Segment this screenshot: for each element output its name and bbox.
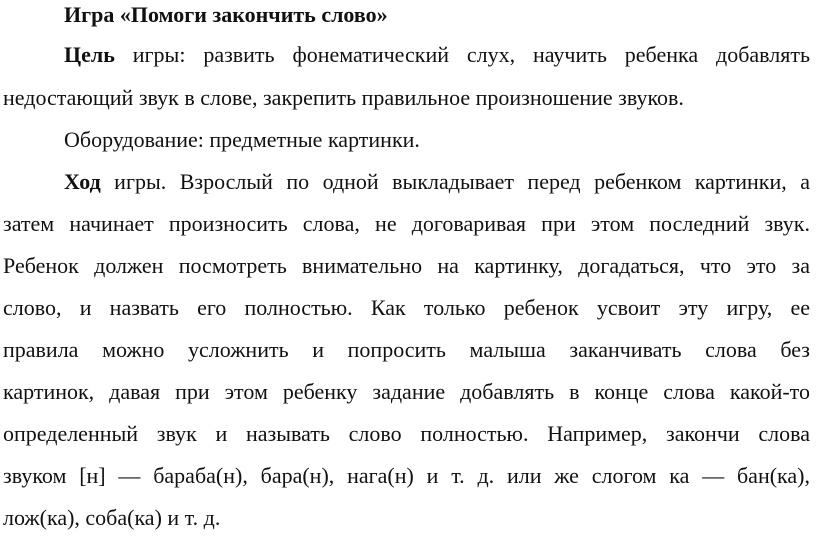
procedure-paragraph-line-1 bbox=[64, 167, 810, 197]
procedure-paragraph-line-8: звуком [н] — бараба(н), бара(н), нага(н) и т. д. или же слогом ка — бан(ка), bbox=[3, 463, 810, 488]
procedure-paragraph-line-7: определенный звук и называть слово полностью. Например, закончи слова bbox=[3, 421, 810, 446]
procedure-paragraph-line-2: затем начинает произносить слова, не договаривая при этом последний звук. bbox=[3, 211, 810, 236]
procedure-paragraph-line-3: Ребенок должен посмотреть внимательно на картинку, догадаться, что это за bbox=[3, 253, 810, 278]
procedure-text-1: игры. Взрослый по одной выкладывает перед ребенком картинки, а bbox=[100, 169, 810, 194]
procedure-paragraph-line-5: правила можно усложнить и попросить малыша заканчивать слова без bbox=[3, 337, 810, 362]
procedure-label: Ход bbox=[64, 169, 101, 194]
procedure-paragraph-line-6: картинок, давая при этом ребенку задание добавлять в конце слова какой-то bbox=[3, 379, 810, 404]
goal-paragraph-line-1 bbox=[64, 40, 810, 70]
document-title: Игра «Помоги закончить слово» bbox=[64, 2, 388, 27]
goal-paragraph-line-2: недостающий звук в слове, закрепить правильное произношение звуков. bbox=[3, 85, 684, 110]
equipment-paragraph: Оборудование: предметные картинки. bbox=[64, 127, 420, 152]
procedure-paragraph-line-9: лож(ка), соба(ка) и т. д. bbox=[3, 505, 221, 530]
goal-text-1: игры: развить фонематический слух, научить ребенка добавлять bbox=[114, 42, 810, 67]
goal-label: Цель bbox=[64, 42, 115, 67]
procedure-paragraph-line-4: слово, и назвать его полностью. Как только ребенок усвоит эту игру, ее bbox=[3, 295, 810, 320]
